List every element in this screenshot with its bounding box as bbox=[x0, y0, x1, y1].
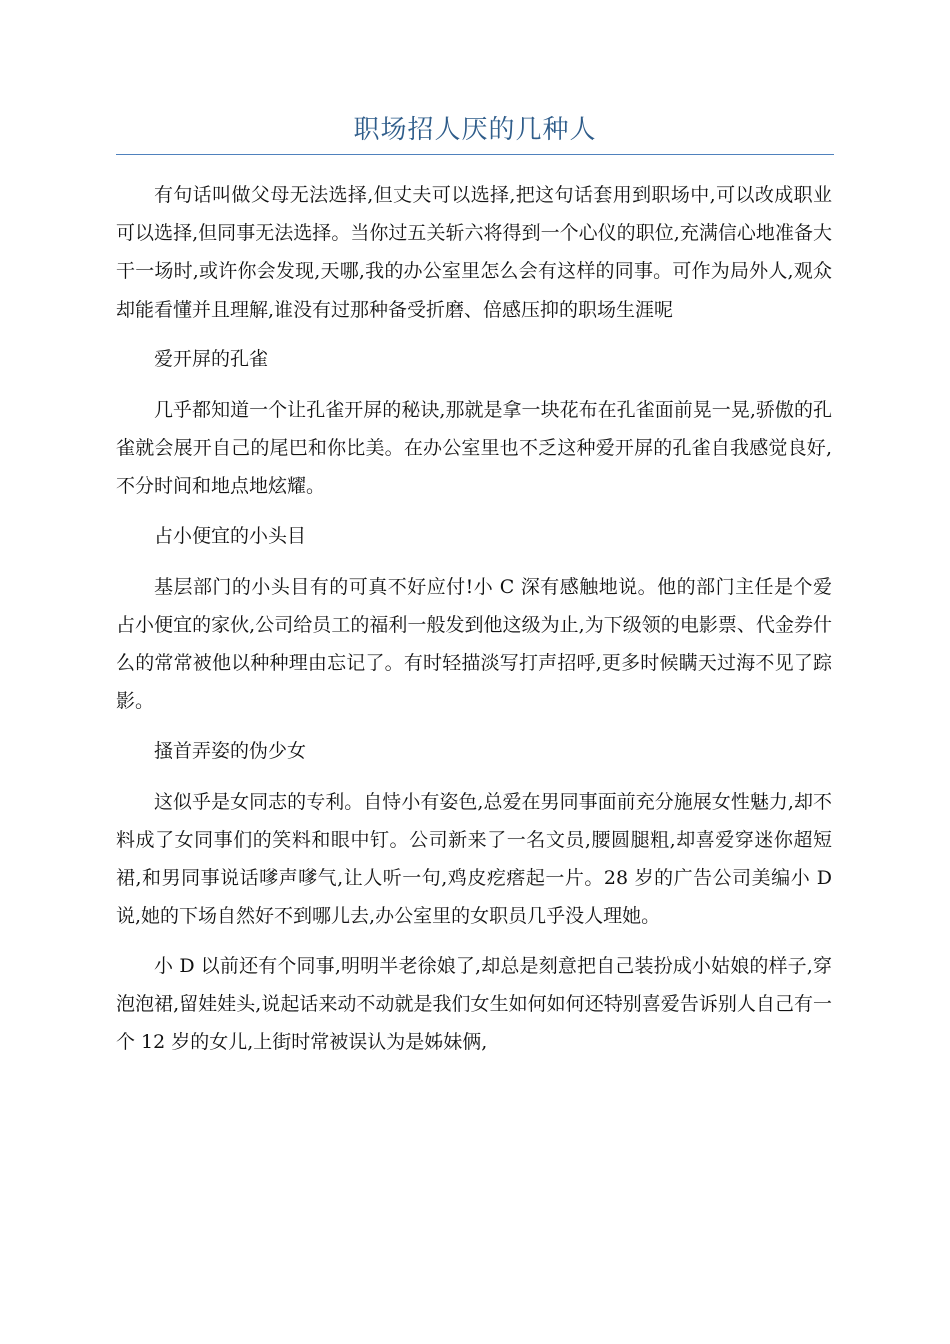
document-title: 职场招人厌的几种人 bbox=[353, 115, 597, 145]
intro-paragraph: 有句话叫做父母无法选择,但丈夫可以选择,把这句话套用到职场中,可以改成职业可以选择,但同事无法选择。当你过五关斩六将得到一个心仪的职位,充满信心地准备大干一场时,或许你会发现,天哪,我的办公室里怎么会有这样的同事。可作为局外人,观众却能看懂并且理解,谁没有过那种备受折磨、倍感压抑的职场生涯呢 bbox=[116, 184, 832, 321]
colleague-paragraph: 小 D 以前还有个同事,明明半老徐娘了,却总是刻意把自己装扮成小姑娘的样子,穿泡泡裙,留娃娃头,说起话来动不动就是我们女生如何如何还特别喜爱告诉别人自己有一个 12 岁的女儿,上街时常被误认为是姊妹俩, bbox=[116, 954, 832, 1054]
petty-boss-paragraph: 基层部门的小头目有的可真不好应付!小 C 深有感触地说。他的部门主任是个爱占小便宜的家伙,公司给员工的福利一般发到他这级为止,为下级领的电影票、代金券什么的常常被他以种种理由忘记了。有时轻描淡写打声招呼,更多时候瞒天过海不见了踪影。 bbox=[116, 575, 832, 713]
title-underline bbox=[116, 154, 834, 155]
section-heading-petty-boss: 占小便宜的小头目 bbox=[154, 524, 307, 547]
peacock-paragraph: 几乎都知道一个让孔雀开屏的秘诀,那就是拿一块花布在孔雀面前晃一晃,骄傲的孔雀就会展开自己的尾巴和你比美。在办公室里也不乏这种爱开屏的孔雀自我感觉良好,不分时间和地点地炫耀。 bbox=[116, 399, 832, 498]
document-body bbox=[116, 176, 832, 1072]
section-heading-peacock: 爱开屏的孔雀 bbox=[154, 347, 269, 370]
section-heading-fake-girl: 搔首弄姿的伪少女 bbox=[154, 739, 307, 762]
fake-girl-paragraph: 这似乎是女同志的专利。自恃小有姿色,总爱在男同事面前充分施展女性魅力,却不料成了女同事们的笑料和眼中钉。公司新来了一名文员,腰圆腿粗,却喜爱穿迷你超短裙,和男同事说话嗲声嗲气,让人听一句,鸡皮疙瘩起一片。28 岁的广告公司美编小 D 说,她的下场自然好不到哪儿去,办公室里的女职员几乎没人理她。 bbox=[116, 790, 832, 928]
